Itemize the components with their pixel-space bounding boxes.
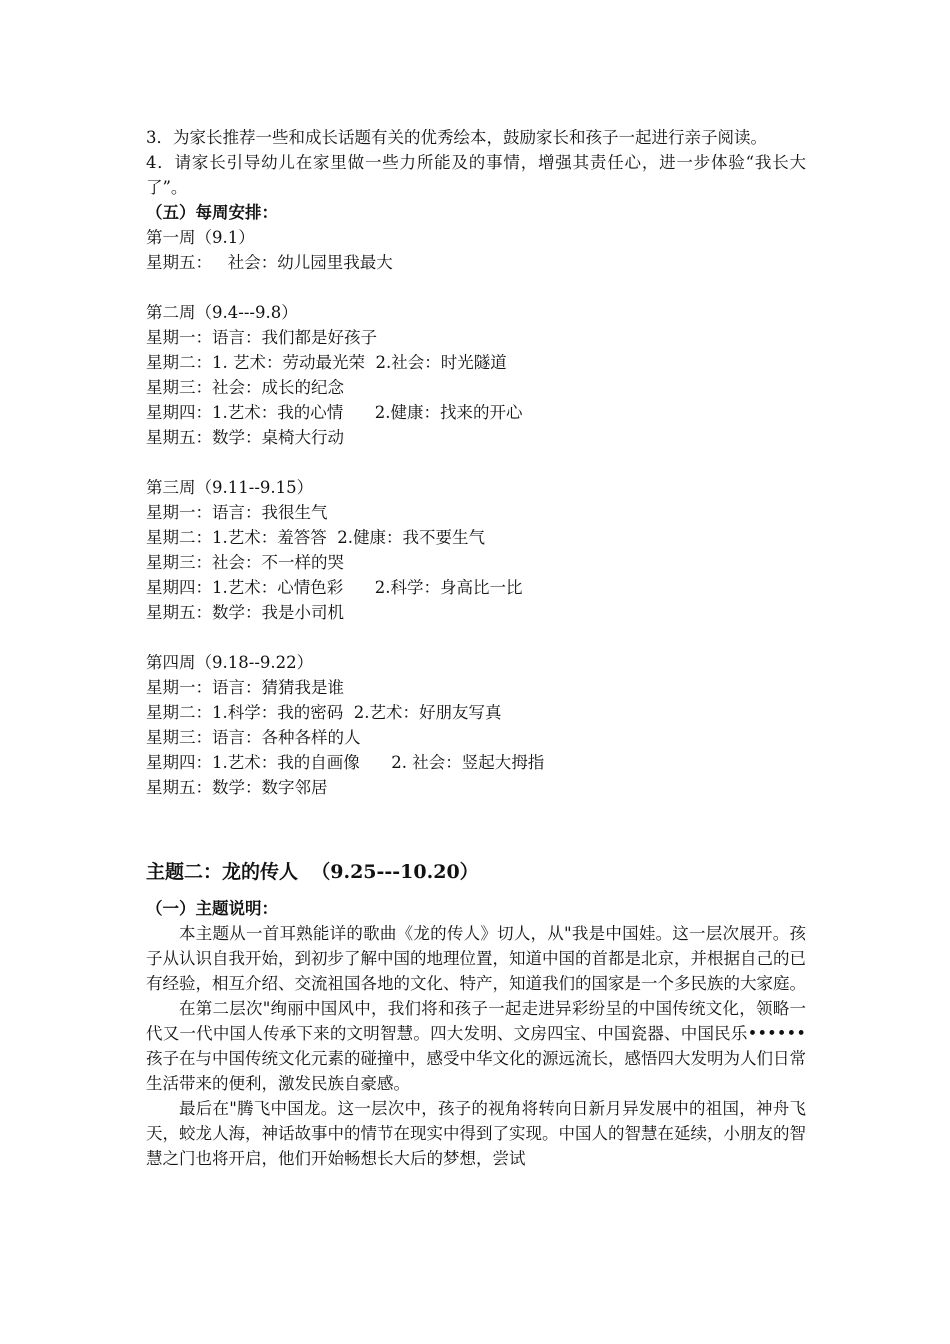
document-page [146,125,806,1171]
day-line: 星期二：1.科学：我的密码 2.艺术：好朋友写真 [146,703,502,722]
day-line: 星期三：社会：成长的纪念 [146,378,344,397]
theme2-subheading: （一）主题说明： [146,899,278,918]
day-line: 星期四：1.艺术：我的自画像 2. 社会：竖起大拇指 [146,753,545,772]
day-line: 星期四：1.艺术：我的心情 2.健康：找来的开心 [146,403,523,422]
theme2-description [146,921,806,1171]
recommend-item-4: 4．请家长引导幼儿在家里做一些力所能及的事情，增强其责任心，进一步体验“我长大了”。 [146,153,806,197]
week-title: 第四周（9.18--9.22） [146,653,314,672]
paragraph: 在第二层次"绚丽中国风中，我们将和孩子一起走进异彩纷呈的中国传统文化，领略一代又一代中国人传承下来的文明智慧。四大发明、文房四宝、中国瓷器、中国民乐••••••孩子在与中国传统文化元素的碰撞中，感受中华文化的源远流长，感悟四大发明为人们日常生活带来的便利，激发民族自豪感。 [146,999,806,1093]
day-line: 星期一：语言：我很生气 [146,503,328,522]
day-line: 星期五：数学：数字邻居 [146,778,328,797]
day-line: 星期五：数学：我是小司机 [146,603,344,622]
week-title: 第三周（9.11--9.15） [146,478,314,497]
day-line: 星期四：1.艺术：心情色彩 2.科学：身高比一比 [146,578,523,597]
day-line: 星期二：1. 艺术：劳动最光荣 2.社会：时光隧道 [146,353,507,372]
theme2-title: 主题二：龙的传人 （9.25---10.20） [146,861,479,883]
recommend-item-3: 3．为家长推荐一些和成长话题有关的优秀绘本，鼓励家长和孩子一起进行亲子阅读。 [146,128,767,147]
weekly-heading: （五）每周安排： [146,203,278,222]
week-title: 第一周（9.1） [146,228,255,247]
paragraph: 最后在"腾飞中国龙。这一层次中，孩子的视角将转向日新月异发展中的祖国，神舟飞天，蛟龙人海，神话故事中的情节在现实中得到了实现。中国人的智慧在延续，小朋友的智慧之门也将开启，他们开始畅想长大后的梦想，尝试 [146,1099,806,1168]
day-line: 星期二：1.艺术：羞答答 2.健康：我不要生气 [146,528,485,547]
day-line: 星期一：语言：猜猜我是谁 [146,678,344,697]
week-title: 第二周（9.4---9.8） [146,303,298,322]
week-2 [146,300,806,450]
day-line: 星期一：语言：我们都是好孩子 [146,328,377,347]
day-line: 星期五： 社会：幼儿园里我最大 [146,253,393,272]
week-4 [146,650,806,800]
week-3 [146,475,806,625]
week-1 [146,225,806,275]
paragraph: 本主题从一首耳熟能详的歌曲《龙的传人》切人，从"我是中国娃。这一层次展开。孩子从认识自我开始，到初步了解中国的地理位置，知道中国的首都是北京，并根据自己的已有经验，相互介绍、交流祖国各地的文化、特产，知道我们的国家是一个多民族的大家庭。 [146,924,806,993]
day-line: 星期三：社会：不一样的哭 [146,553,344,572]
day-line: 星期三：语言：各种各样的人 [146,728,361,747]
day-line: 星期五：数学：桌椅大行动 [146,428,344,447]
